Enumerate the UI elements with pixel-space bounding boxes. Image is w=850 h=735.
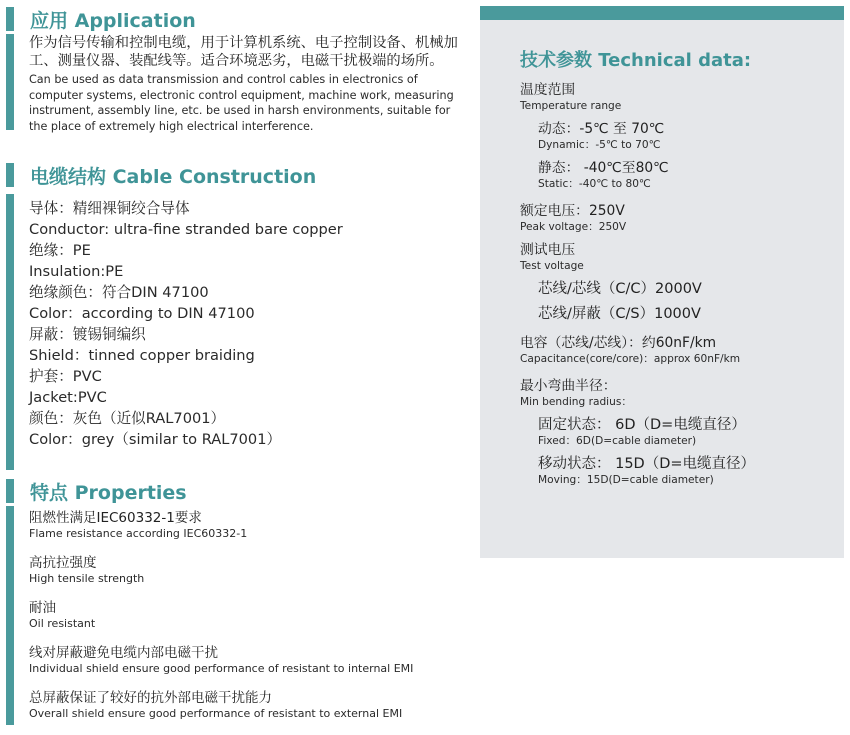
test-voltage-cn: 测试电压 bbox=[520, 242, 576, 258]
list-item bbox=[29, 555, 413, 600]
test-voltage-en: Test voltage bbox=[520, 260, 584, 272]
technical-data-body bbox=[520, 82, 840, 487]
test-voltage-cc: 芯线/芯线（C/C）2000V bbox=[538, 281, 702, 297]
property-cn: 高抗拉强度 bbox=[29, 555, 97, 571]
property-en: High tensile strength bbox=[29, 572, 145, 585]
panel-top-bar bbox=[480, 6, 844, 20]
list-item: Shield：tinned copper braiding bbox=[29, 347, 255, 364]
static-temp-en: Static：-40℃ to 80℃ bbox=[538, 178, 651, 190]
peak-voltage-en: Peak voltage：250V bbox=[520, 221, 627, 233]
property-cn: 耐油 bbox=[29, 600, 56, 616]
dynamic-temp-cn: 动态：-5℃ 至 70℃ bbox=[538, 121, 665, 137]
application-text-en: Can be used as data transmission and control cables in electronics of computer systems, electronic control equipment, machine work, measuring instrument, assembly line, etc. be used in harsh environments, suitable for the place of extremely high electrical interference. bbox=[29, 73, 454, 133]
list-item bbox=[29, 690, 413, 735]
property-en: Flame resistance according IEC60332-1 bbox=[29, 527, 248, 540]
properties-heading: 特点 Properties bbox=[30, 481, 187, 504]
capacitance-en: Capacitance(core/core)：approx 60nF/km bbox=[520, 353, 741, 365]
moving-radius-cn: 移动状态： 15D（D=电缆直径） bbox=[538, 456, 756, 472]
fixed-radius-en: Fixed：6D(D=cable diameter) bbox=[538, 435, 697, 447]
list-item: 颜色：灰色（近似RAL7001） bbox=[29, 410, 226, 427]
list-item: 导体：精细裸铜绞合导体 bbox=[29, 200, 190, 217]
cable-construction-list bbox=[29, 198, 343, 450]
bending-radius-en: Min bending radius： bbox=[520, 396, 632, 408]
cable-construction-heading: 电缆结构 Cable Construction bbox=[30, 165, 317, 188]
list-item: Color：grey（similar to RAL7001） bbox=[29, 431, 282, 448]
section-marker bbox=[6, 163, 14, 187]
list-item: 绝缘颜色：符合DIN 47100 bbox=[29, 284, 209, 301]
property-en: Individual shield ensure good performance of resistant to internal EMI bbox=[29, 662, 414, 675]
section-marker bbox=[6, 34, 14, 130]
list-item: Conductor: ultra-fine stranded bare copper bbox=[29, 221, 343, 238]
static-temp-cn: 静态： -40℃至80℃ bbox=[538, 160, 669, 176]
application-heading: 应用 Application bbox=[30, 9, 196, 32]
list-item: 屏蔽：镀锡铜编织 bbox=[29, 326, 146, 343]
capacitance-cn: 电容（芯线/芯线）：约60nF/km bbox=[520, 335, 717, 351]
dynamic-temp-en: Dynamic：-5℃ to 70℃ bbox=[538, 139, 661, 151]
application-text-cn: 作为信号传输和控制电缆，用于计算机系统、电子控制设备、机械加工、测量仪器、装配线等。适合环境恶劣，电磁干扰极端的场所。 bbox=[29, 35, 458, 69]
list-item: Insulation:PE bbox=[29, 263, 124, 280]
application-header bbox=[0, 4, 196, 34]
peak-voltage-cn: 额定电压：250V bbox=[520, 203, 625, 219]
property-en: Overall shield ensure good performance of resistant to external EMI bbox=[29, 707, 403, 720]
technical-data-heading: 技术参数 Technical data: bbox=[520, 50, 752, 71]
technical-data-panel bbox=[480, 6, 844, 558]
cable-construction-header bbox=[0, 160, 316, 190]
property-en: Oil resistant bbox=[29, 617, 96, 630]
property-cn: 总屏蔽保证了较好的抗外部电磁干扰能力 bbox=[29, 690, 272, 706]
list-item bbox=[29, 510, 413, 555]
list-item bbox=[29, 645, 413, 690]
test-voltage-cs: 芯线/屏蔽（C/S）1000V bbox=[538, 306, 701, 322]
bending-radius-cn: 最小弯曲半径： bbox=[520, 378, 617, 394]
property-cn: 阻燃性满足IEC60332-1要求 bbox=[29, 510, 202, 526]
list-item: 护套：PVC bbox=[29, 368, 102, 385]
list-item: Jacket:PVC bbox=[29, 389, 107, 406]
temperature-range-en: Temperature range bbox=[520, 100, 622, 112]
list-item: Color：according to DIN 47100 bbox=[29, 305, 255, 322]
section-marker bbox=[6, 479, 14, 503]
moving-radius-en: Moving：15D(D=cable diameter) bbox=[538, 474, 714, 486]
fixed-radius-cn: 固定状态： 6D（D=电缆直径） bbox=[538, 417, 746, 433]
temperature-range-cn: 温度范围 bbox=[520, 82, 576, 98]
property-cn: 线对屏蔽避免电缆内部电磁干扰 bbox=[29, 645, 218, 661]
list-item: 绝缘：PE bbox=[29, 242, 91, 259]
properties-header bbox=[0, 476, 187, 506]
list-item bbox=[29, 600, 413, 645]
properties-list bbox=[29, 510, 413, 735]
section-marker bbox=[6, 506, 14, 725]
section-marker bbox=[6, 194, 14, 470]
application-body bbox=[29, 34, 469, 134]
section-marker bbox=[6, 7, 14, 31]
